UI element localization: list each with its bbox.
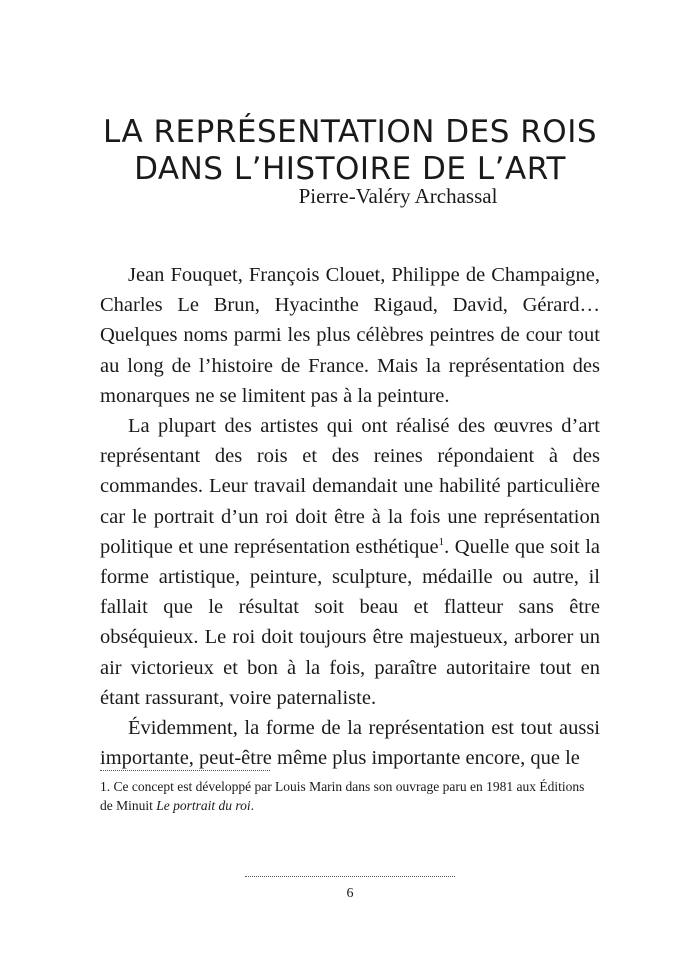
footnote-end: . — [250, 798, 255, 813]
paragraph-2-text-part-1: La plupart des artistes qui ont réalisé des œuvres d’art représentant des rois et des reines répondaient à des commandes. Leur travail demandait une habilité particulière car le portrait d’un roi doit être à la fois une représentation politique et une représentation esthétique — [100, 415, 600, 558]
chapter-title-line-2: DANS L’HISTOIRE DE L’ART — [134, 151, 566, 187]
page-number-separator — [245, 876, 455, 877]
page-number: 6 — [346, 886, 354, 901]
footnote — [100, 777, 600, 815]
paragraph-1: Jean Fouquet, François Clouet, Philippe de Champaigne, Charles Le Brun, Hyacinthe Rigaud, David, Gérard… Quelques noms parmi les plus célèbres peintres de cour tout au long de l’histoire de France. Mais la représentation des monarques ne se limitent pas à la peinture. — [100, 264, 600, 407]
footnote-separator — [100, 770, 270, 771]
author-name: Pierre-Valéry Archassal — [298, 184, 498, 208]
paragraph-2 — [100, 411, 600, 713]
chapter-title-line-1: LA REPRÉSENTATION DES ROIS — [102, 114, 598, 150]
paragraph-2-text-part-2: . Quelle que soit la forme artistique, peinture, sculpture, médaille ou autre, il fallait que le résultat soit beau et flatteur sans être obséquieux. Le roi doit toujours être majestueux, arborer un air victorieux et bon à la fois, paraître autoritaire tout en étant rassurant, voire paternaliste. — [100, 535, 600, 709]
footnote-work-title: Le portrait du roi — [156, 798, 251, 813]
paragraph-3: Évidemment, la forme de la représentation est tout aussi importante, peut-être même plus importante encore, que le — [100, 717, 600, 770]
body-text — [100, 260, 600, 773]
footnote-text: Ce concept est développé par Louis Marin dans son ouvrage paru en 1981 aux Éditions de Minuit — [100, 779, 585, 813]
footnote-reference[interactable]: 1 — [438, 536, 445, 548]
chapter-title — [0, 114, 700, 188]
footnote-number: 1. — [100, 779, 111, 794]
